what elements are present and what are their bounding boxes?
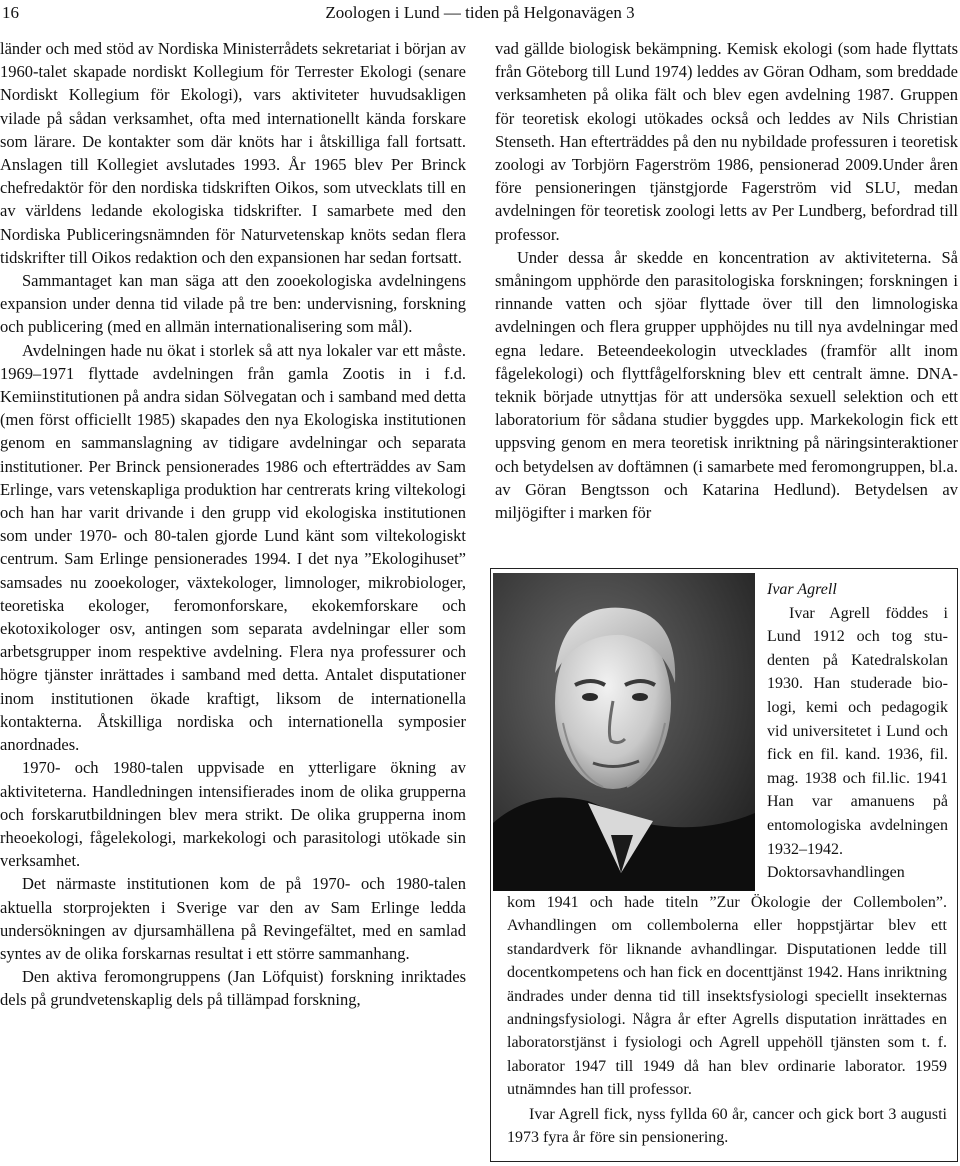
portrait-photo-icon bbox=[493, 573, 755, 891]
left-column bbox=[0, 37, 466, 1012]
paragraph: Avdelningen hade nu ökat i storlek så att nya lokaler var ett måste. 1969–1971 flyttade avdelningen från gamla Zootis in i f.d. Kemiinstitutionen på andra sidan Sölvegatan och i samband med detta (men först officiellt 1985) skapades den nya Ekologiska institutionen genom en sammanslagning av tidigare avdelningar och separata institutioner. Per Brinck pensionerades 1986 och efterträddes av Sam Erlinge, vars vetenskapliga produktion har centrerats kring viltekologi och han har varit drivande i den grupp vid ekologiska institutionen som under 1970- och 80-talen gjorde Lund känt som viltekologiskt centrum. Sam Erlinge pensionerades 1994. I det nya ”Ekologihuset” samsades nu zooekologer, växtekologer, limnologer, mikrobiologer, teoretiska ekologer, feromonforskare, ekokemforskare och ekotoxikologer osv, antingen som separata avdelningar eller som arbetsgrupper inom respektive avdelning. Flera nya professurer och högre tjänster inrättades i samband med detta. Antalet disputationer inom institutionen ökade kraftigt, liksom de internationella kontakterna. Åtskilliga nordiska och internationella symposier anordnades. bbox=[0, 340, 466, 755]
page-number: 16 bbox=[2, 3, 19, 22]
paragraph: Den aktiva feromongruppens (Jan Löfquist) forskning inriktades dels på grundvetenskaplig dels på tillämpad forskning, bbox=[0, 967, 466, 1010]
sidebar-caption bbox=[767, 578, 948, 885]
paragraph: vad gällde biologisk bekämpning. Kemisk ekologi (som hade flyttats från Göteborg till Lund 1974) leddes av Göran Odham, som breddade verksamheten på olika fält och blev egen avdelning 1987. Gruppen för teoretisk ekologi utökades också och leddes av Nils Christian Stenseth. Han efterträddes på den nu nybildade professuren i teoretisk zoologi av Torbjörn Fagerström 1986, pensionerad 2009.Under åren före pensioneringen tjänstgjorde Fagerström vid SLU, medan avdelningen för teoretisk zoologi letts av Per Lundberg, befordrad till professor. bbox=[495, 39, 958, 244]
right-column bbox=[495, 37, 958, 524]
sidebar-name: Ivar Agrell bbox=[767, 581, 837, 598]
paragraph: Det närmaste institutionen kom de på 1970- och 1980-talen aktuella storprojekten i Sverige var den av Sam Erlinge ledda undersökningen av djursamhällena på Revingefältet, med en samlad syntes av de olika forskarnas resultat i ett större sammanhang. bbox=[0, 874, 466, 963]
running-title: Zoologen i Lund — tiden på Helgonavägen 3 bbox=[325, 3, 635, 22]
paragraph: Under dessa år skedde en koncentration av aktiviteterna. Så småningom upphörde den parasitologiska forskningen; forskningen i rinnande vatten och sjöar flyttade över till den limnologiska avdelningen och flera grupper upphöjdes nu till nya avdelningar med egna ledare. Beteendeekologin utvecklades (framför allt inom fågelekologi) och flyttfågelforskning blev ett centralt ämne. DNA-teknik började utnyttjas för att undersöka sexuell selektion och ett laboratorium för sådana studier byggdes upp. Markekologin fick ett uppsving genom en mera teoretisk inriktning på näringsinteraktioner och betydelsen av doftämnen (i samarbete med feromongruppen, bl.a. av Göran Bengtsson och Katarina Hedlund). Betydelsen av miljögifter i marken för bbox=[495, 247, 958, 523]
paragraph: 1970- och 1980-talen uppvisade en ytterligare ökning av aktiviteterna. Handledningen intensifierades inom de olika grupperna och forskarutbildningen blev mera strikt. De olika grupperna inom rheoekologi, fågelekologi, markekologi och parasitologi utökade sin verksamhet. bbox=[0, 758, 466, 871]
sidebar-side-text: Ivar Agrell föddes i Lund 1912 och tog studenten på Katedralskolan 1930. Han studerade biologi, kemi och pedagogik vid universitetet i Lund och fick en fil. kand. 1936, fil. mag. 1938 och fil.lic. 1941 Han var amanuens på entomologiska avdelningen 1932–1942. Doktorsavhandlingen bbox=[767, 604, 948, 882]
paragraph: länder och med stöd av Nordiska Ministerrådets sekretariat i början av 1960-talet skapade nordiskt Kollegium för Terrester Ekologi (senare Nordiskt Kollegium för Ekologi), vars aktiviteter huvudsakligen vilade på sådan verksamhet, ofta med internationellt kända forskare som lärare. De kontakter som där knöts har i åtskilliga fall fortsatt. Anslagen till Kollegiet avslutades 1993. År 1965 blev Per Brinck chefredaktör för den nordiska tidskriften Oikos, som utvecklats till en av världens ledande ekologiska tidskrifter. I samarbete med den Nordiska Publiceringsnämnden för Naturvetenskap knöts sedan flera tidskrifter till Oikos redaktion och den expansionen har sedan fortsatt. bbox=[0, 39, 466, 267]
sidebar-bottom-text bbox=[507, 891, 947, 1149]
page-header bbox=[0, 0, 960, 26]
paragraph: Sammantaget kan man säga att den zooekologiska avdelningens expansion under denna tid vilade på tre ben: undervisning, forskning och publicering (med en allmän internationalisering som mål). bbox=[0, 271, 466, 337]
paragraph: Ivar Agrell fick, nyss fyllda 60 år, cancer och gick bort 3 augusti 1973 fyra år före sin pensionering. bbox=[507, 1105, 947, 1147]
paragraph: kom 1941 och hade titeln ”Zur Ökologie der Collembolen”. Avhandlingen om collembolerna eller hoppstjärtar blev ett standardverk för liknande avhandlingar. Disputationen ledde till docentkompetens och han fick en docenttjänst 1942. Hans inriktning ändrades under denna tid till insektsfysiologi speciellt insekternas andningsfysiologi. Några år efter Agrells disputation inrättades en laboratorstjänst i fysiologi och Agrell uppehöll tjänsten som t. f. laborator 1947 till 1949 då han blev ordinarie laborator. 1959 utnämndes han till professor. bbox=[507, 894, 947, 1099]
